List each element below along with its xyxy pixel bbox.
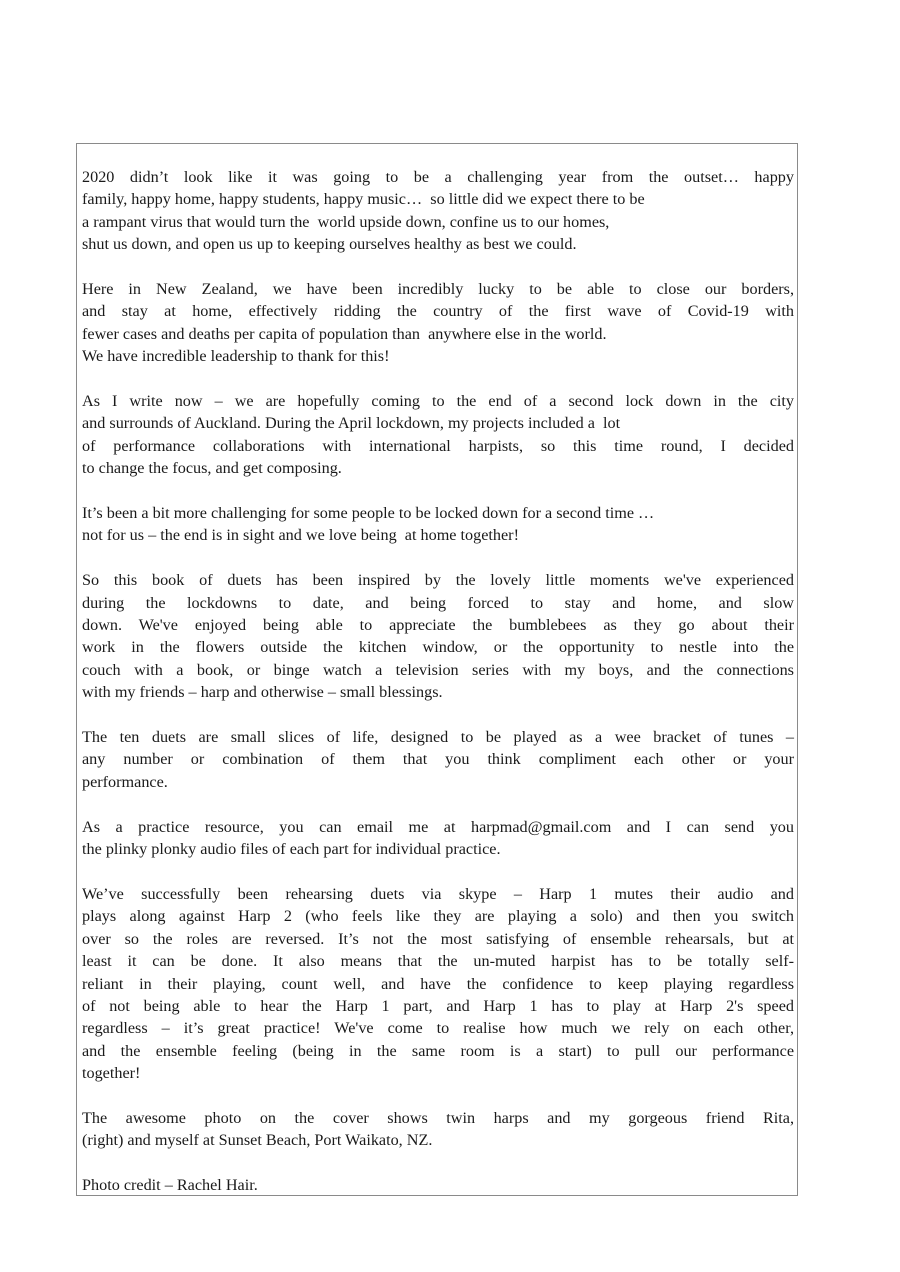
document-body [82, 166, 794, 1219]
text-line: regardless – it’s great practice! We've come to realise how much we rely on each other, [82, 1019, 794, 1038]
paragraph [82, 166, 794, 256]
text-line: The awesome photo on the cover shows twin harps and my gorgeous friend Rita, [82, 1108, 794, 1127]
paragraph [82, 1174, 794, 1196]
text-line: As a practice resource, you can email me at harpmad@gmail.com and I can send you [82, 817, 794, 836]
text-line: of not being able to hear the Harp 1 part, and Harp 1 has to play at Harp 2's speed [82, 996, 794, 1015]
text-line: not for us – the end is in sight and we love being at home together! [82, 526, 519, 545]
text-line: any number or combination of them that you think compliment each other or your [82, 750, 794, 769]
text-line: As I write now – we are hopefully coming to the end of a second lock down in the city [82, 392, 794, 411]
text-line: (right) and myself at Sunset Beach, Port Waikato, NZ. [82, 1131, 433, 1150]
text-line: reliant in their playing, count well, and have the confidence to keep playing regardless [82, 974, 794, 993]
text-line: the plinky plonky audio files of each part for individual practice. [82, 840, 501, 859]
text-line: and the ensemble feeling (being in the same room is a start) to pull our performance [82, 1041, 794, 1060]
text-line: over so the roles are reversed. It’s not the most satisfying of ensemble rehearsals, but at [82, 929, 794, 948]
text-line: and stay at home, effectively ridding the country of the first wave of Covid-19 with [82, 302, 794, 321]
text-line: shut us down, and open us up to keeping ourselves healthy as best we could. [82, 235, 577, 254]
text-line: performance. [82, 772, 168, 791]
text-line: least it can be done. It also means that the un-muted harpist has to be totally self- [82, 952, 794, 971]
text-line: during the lockdowns to date, and being forced to stay and home, and slow [82, 593, 794, 612]
text-line: to change the focus, and get composing. [82, 459, 342, 478]
text-line: together! [82, 1064, 141, 1083]
paragraph [82, 278, 794, 368]
text-line: family, happy home, happy students, happy music… so little did we expect there to be [82, 190, 645, 209]
text-line: Photo credit – Rachel Hair. [82, 1176, 258, 1195]
text-line: plays along against Harp 2 (who feels like they are playing a solo) and then you switch [82, 907, 794, 926]
text-line: of performance collaborations with international harpists, so this time round, I decided [82, 436, 794, 455]
paragraph [82, 726, 794, 793]
text-line: We’ve successfully been rehearsing duets via skype – Harp 1 mutes their audio and [82, 884, 794, 903]
paragraph [82, 569, 794, 703]
text-line: It’s been a bit more challenging for some people to be locked down for a second time … [82, 504, 655, 523]
paragraph [82, 883, 794, 1085]
text-line: So this book of duets has been inspired by the lovely little moments we've experienced [82, 571, 794, 590]
text-line: with my friends – harp and otherwise – small blessings. [82, 683, 443, 702]
text-line: and surrounds of Auckland. During the April lockdown, my projects included a lot [82, 414, 621, 433]
text-line: fewer cases and deaths per capita of population than anywhere else in the world. [82, 324, 607, 343]
paragraph [82, 502, 794, 547]
text-line: work in the flowers outside the kitchen window, or the opportunity to nestle into the [82, 638, 794, 657]
paragraph [82, 390, 794, 480]
text-line: down. We've enjoyed being able to appreciate the bumblebees as they go about their [82, 616, 794, 635]
text-line: 2020 didn’t look like it was going to be a challenging year from the outset… happy [82, 168, 794, 186]
paragraph [82, 816, 794, 861]
text-line: couch with a book, or binge watch a television series with my boys, and the connections [82, 660, 794, 679]
paragraph [82, 1107, 794, 1152]
text-line: Here in New Zealand, we have been incredibly lucky to be able to close our borders, [82, 280, 794, 299]
text-line: The ten duets are small slices of life, designed to be played as a wee bracket of tunes – [82, 728, 794, 747]
text-line: We have incredible leadership to thank for this! [82, 347, 390, 366]
text-line: a rampant virus that would turn the world upside down, confine us to our homes, [82, 212, 610, 231]
